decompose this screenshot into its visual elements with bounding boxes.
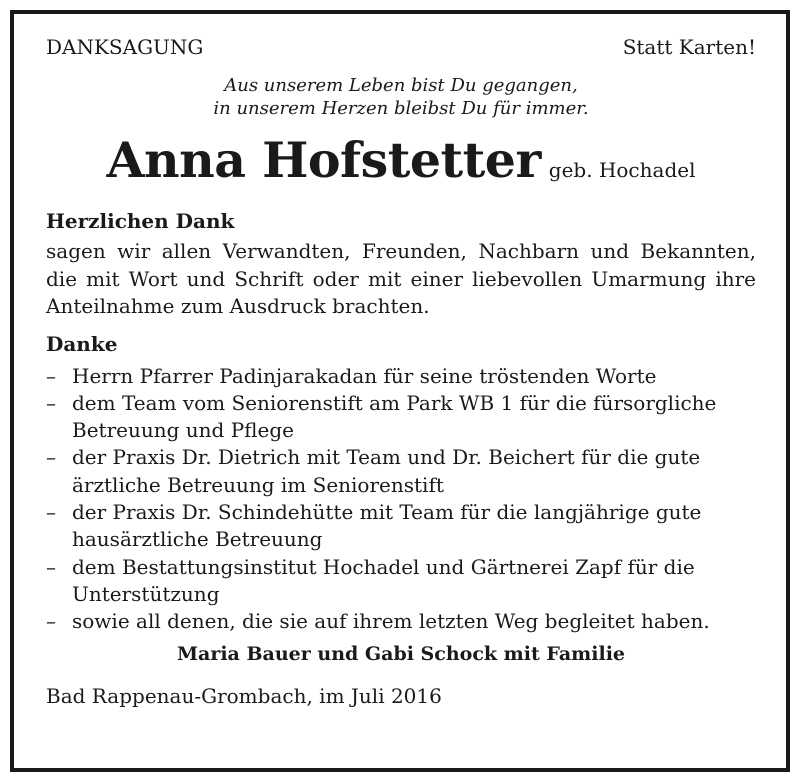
list-item-text: der Praxis Dr. Dietrich mit Team und Dr. Beichert für die gute ärztliche Betreuung im Seniorenstift (72, 445, 701, 497)
list-item (46, 363, 756, 390)
maiden-name: geb. Hochadel (548, 158, 696, 182)
list-item (46, 554, 756, 609)
list-item-text: dem Bestattungsinstitut Hochadel und Gärtnerei Zapf für die Unterstützung (72, 554, 695, 606)
thanks-heading: Herzlichen Dank (46, 209, 235, 233)
dash-bullet: – (46, 390, 56, 415)
instead-of-cards-label: Statt Karten! (622, 35, 756, 59)
notice-type-label: DANKSAGUNG (46, 35, 204, 59)
dash-bullet: – (46, 554, 56, 579)
list-item-text: sowie all denen, die sie auf ihrem letzten Weg begleitet haben. (72, 609, 710, 634)
dash-bullet: – (46, 609, 56, 634)
motto-line-1: Aus unserem Leben bist Du gegangen, (224, 75, 578, 96)
notice-content (46, 34, 756, 709)
notice-frame (10, 10, 790, 772)
list-item (46, 608, 756, 635)
list-item (46, 444, 756, 499)
list-item-text: Herrn Pfarrer Padinjarakadan für seine tröstenden Worte (72, 363, 657, 388)
list-item (46, 499, 756, 554)
list-item (46, 390, 756, 445)
dash-bullet: – (46, 363, 56, 388)
list-item-text: der Praxis Dr. Schindehütte mit Team für die langjährige gute hausärztliche Betreuung (72, 499, 702, 552)
dash-bullet: – (46, 499, 56, 524)
motto-line-2: in unserem Herzen bleibst Du für immer. (213, 98, 589, 119)
place-date: Bad Rappenau-Grombach, im Juli 2016 (46, 684, 442, 709)
deceased-name-row (46, 132, 756, 200)
danke-heading: Danke (46, 331, 118, 356)
dash-bullet: – (46, 445, 56, 470)
danke-list (46, 363, 756, 636)
signature: Maria Bauer und Gabi Schock mit Familie (176, 643, 626, 666)
thanks-text: sagen wir allen Verwandten, Freunden, Nachbarn und Bekannten, die mit Wort und Schrift oder mit einer liebevollen Umarmung ihre Anteilnahme zum Ausdruck brachten. (46, 239, 756, 318)
header-row (46, 34, 756, 60)
motto (46, 74, 756, 120)
list-item-text: dem Team vom Seniorenstift am Park WB 1 für die fürsorgliche Betreuung und Pflege (72, 390, 717, 443)
deceased-name: Anna Hofstetter (106, 131, 541, 189)
